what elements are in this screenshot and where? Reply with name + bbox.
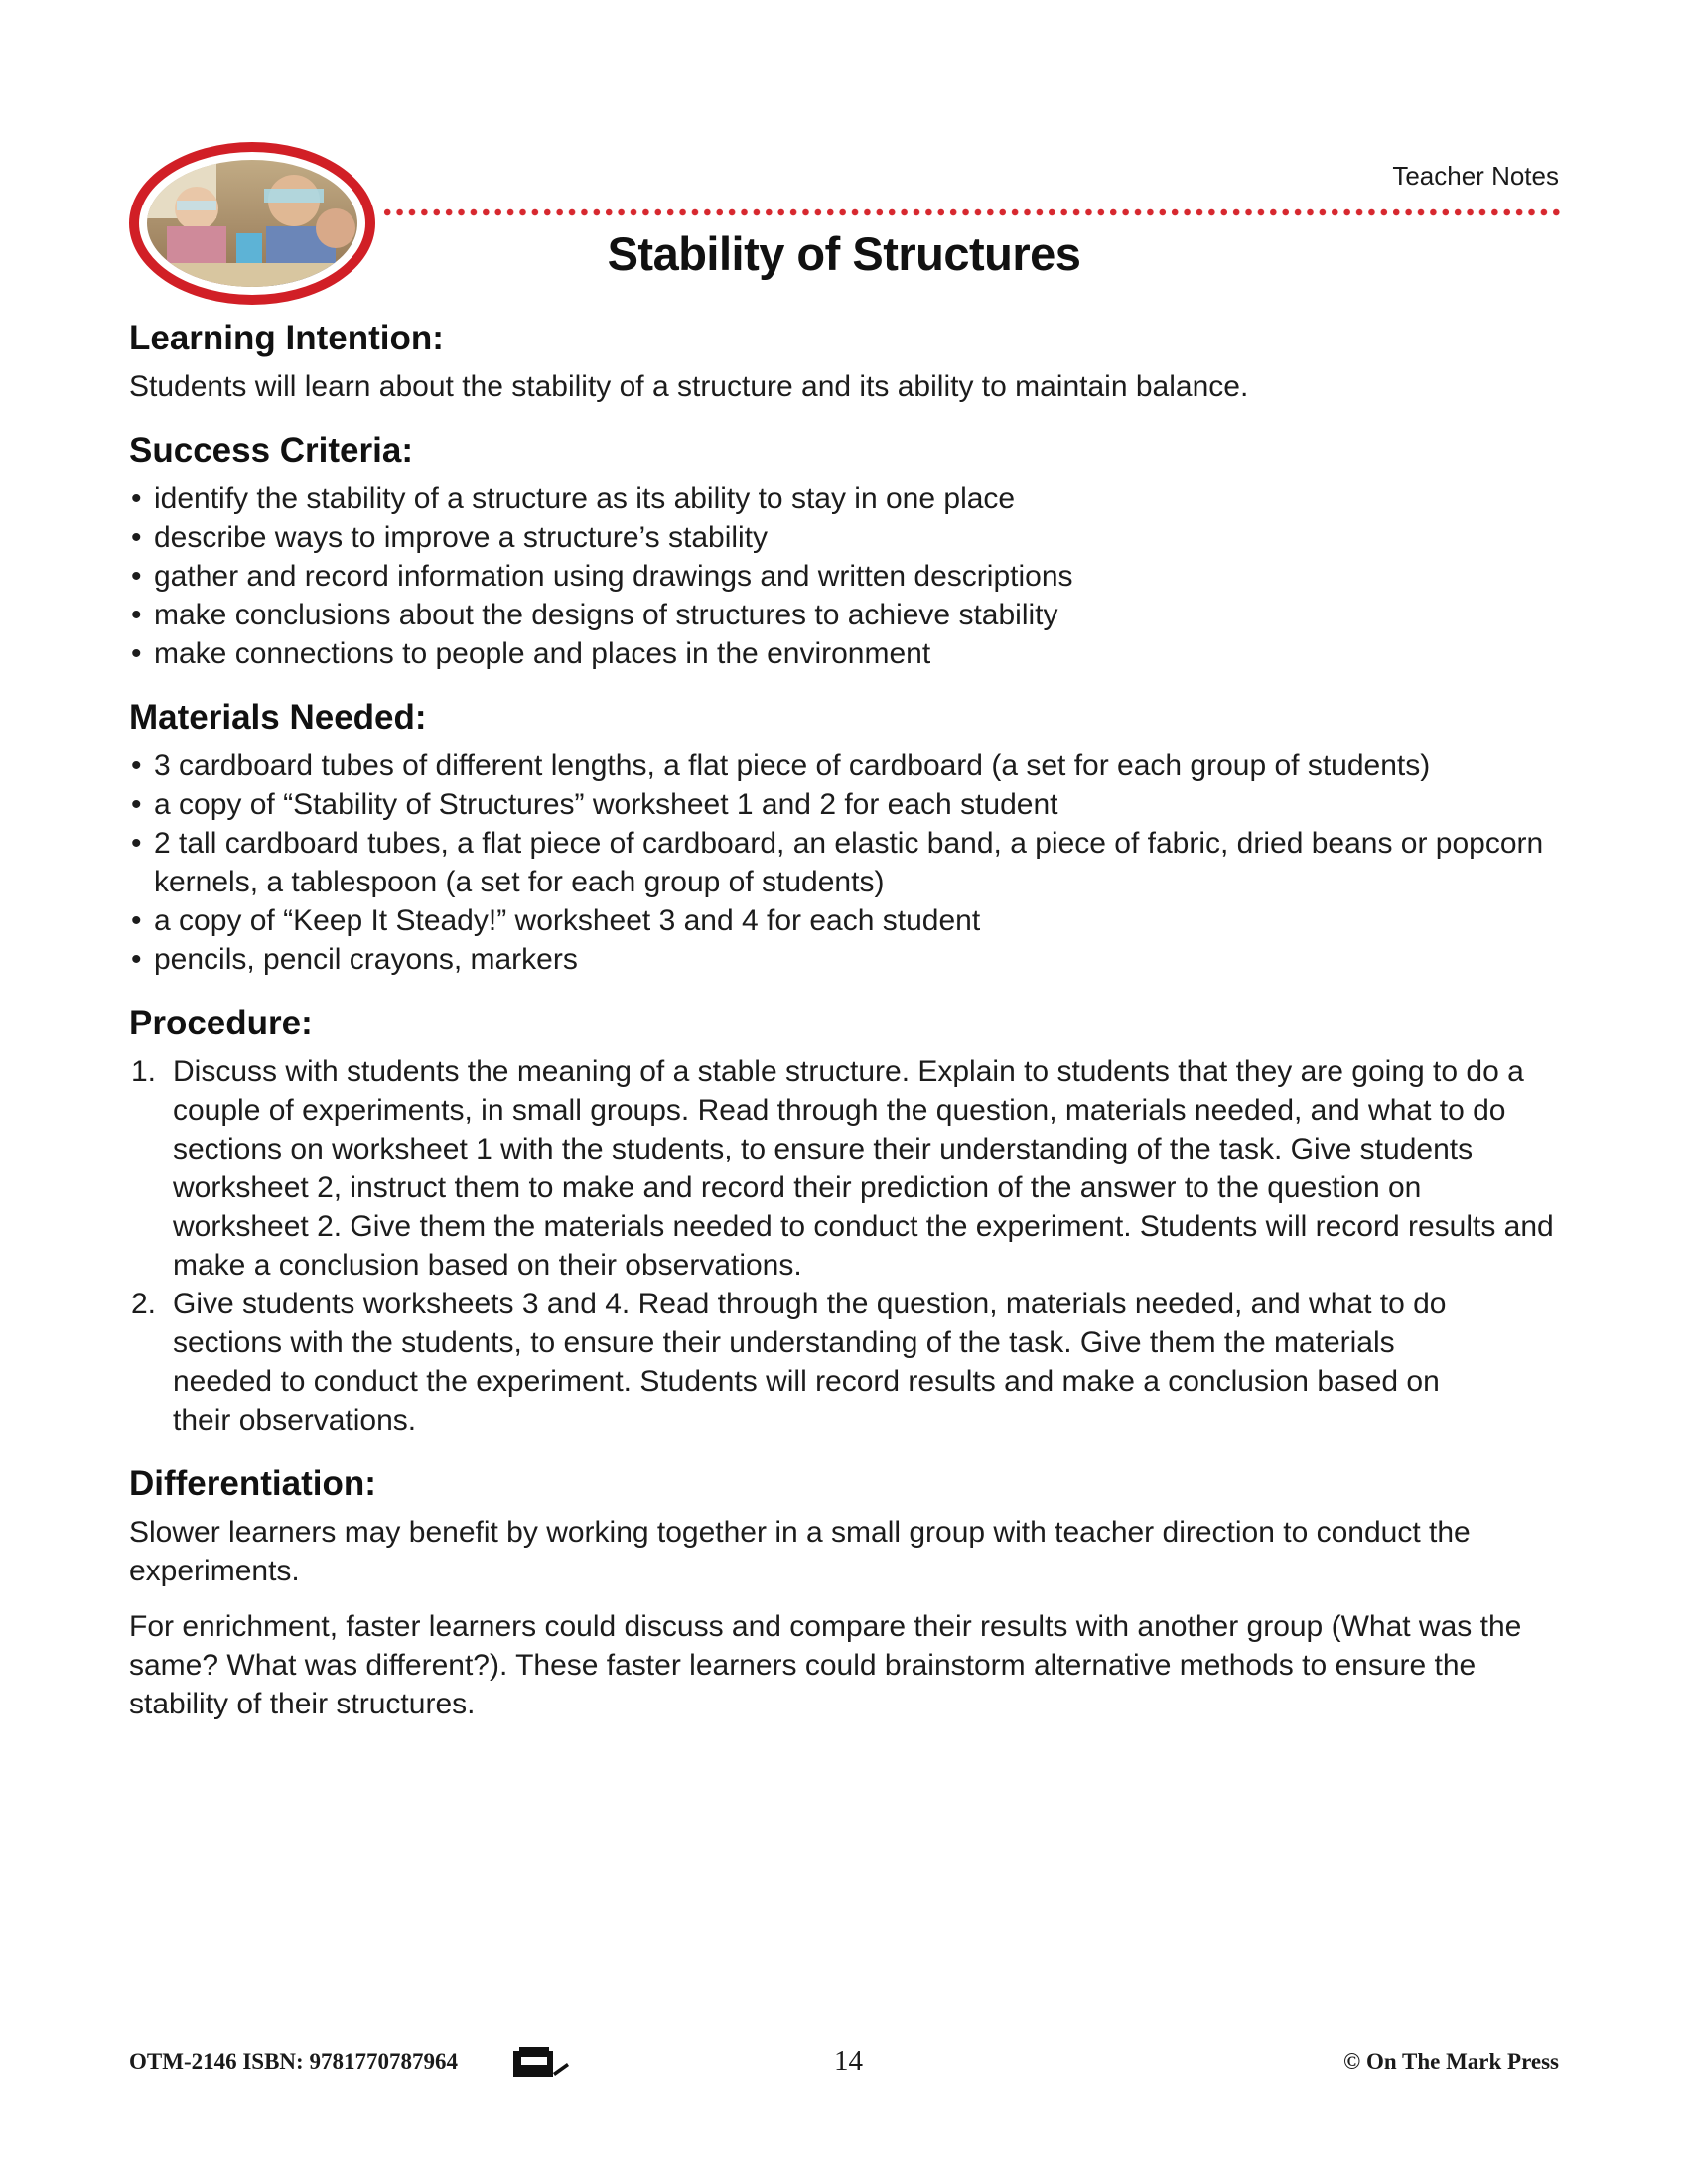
learning-intention-section <box>129 316 1569 406</box>
footer-isbn: OTM-2146 ISBN: 9781770787964 <box>129 2049 458 2074</box>
list-item: • pencils, pencil crayons, markers <box>129 940 1549 979</box>
materials-needed-section <box>129 695 1569 979</box>
step-number: 2. <box>131 1288 157 1320</box>
procedure-heading: Procedure: <box>129 1004 313 1042</box>
materials-list <box>129 747 1569 979</box>
differentiation-heading: Differentiation: <box>129 1464 376 1503</box>
header-label: Teacher Notes <box>1392 161 1559 191</box>
differentiation-paragraph: For enrichment, faster learners could discuss and compare their results with another group (What was the same? What was different?). These faster learners could brainstorm alternative methods to ensure the stability of their structures. <box>129 1610 1522 1720</box>
list-item: • 2 tall cardboard tubes, a flat piece of cardboard, an elastic band, a piece of fabric, dried beans or popcorn kernels, a tablespoon (a set for each group of students) <box>129 824 1549 901</box>
procedure-steps <box>129 1052 1569 1439</box>
footer-copyright: © On The Mark Press <box>1343 2049 1559 2074</box>
step-number: 1. <box>131 1055 157 1088</box>
procedure-step <box>129 1285 1569 1439</box>
list-item: • 3 cardboard tubes of different lengths, a flat piece of cardboard (a set for each group of students) <box>129 747 1549 785</box>
list-item: • a copy of “Stability of Structures” worksheet 1 and 2 for each student <box>129 785 1549 824</box>
list-item: • a copy of “Keep It Steady!” worksheet 3 and 4 for each student <box>129 901 1549 940</box>
learning-intention-text: Students will learn about the stability of a structure and its ability to maintain balance. <box>129 370 1249 403</box>
dotted-divider <box>381 208 1561 216</box>
header-photo <box>127 139 377 308</box>
list-item: • describe ways to improve a structure’s stability <box>129 518 1569 557</box>
differentiation-paragraph: Slower learners may benefit by working together in a small group with teacher direction to conduct the experiments. <box>129 1516 1471 1587</box>
page-footer <box>129 2043 1559 2083</box>
procedure-section <box>129 1001 1569 1439</box>
page-number: 14 <box>834 2045 863 2077</box>
success-criteria-heading: Success Criteria: <box>129 431 413 470</box>
success-criteria-list <box>129 479 1569 673</box>
worksheet-tray-icon <box>509 2043 571 2083</box>
procedure-step <box>129 1052 1569 1285</box>
list-item: • make conclusions about the designs of structures to achieve stability <box>129 596 1569 634</box>
list-item: • make connections to people and places in the environment <box>129 634 1569 673</box>
page-title: Stability of Structures <box>607 227 1081 280</box>
list-item: • identify the stability of a structure as its ability to stay in one place <box>129 479 1569 518</box>
main-content <box>129 316 1569 1745</box>
differentiation-section <box>129 1461 1569 1723</box>
learning-intention-heading: Learning Intention: <box>129 319 444 357</box>
list-item: • gather and record information using drawings and written descriptions <box>129 557 1569 596</box>
success-criteria-section <box>129 428 1569 673</box>
step-text: Discuss with students the meaning of a stable structure. Explain to students that they are going to do a couple of experiments, in small groups. Read through the question, materials needed, and what to do sections on worksheet 1 with the students, to ensure their understanding of the task. Give students worksheet 2, instruct them to make and record their prediction of the answer to the question on worksheet 2. Give them the materials needed to conduct the experiment. Students will record results and make a conclusion based on their observations. <box>173 1055 1554 1282</box>
materials-needed-heading: Materials Needed: <box>129 698 427 737</box>
step-text: Give students worksheets 3 and 4. Read through the question, materials needed, and what to do sections with the students, to ensure their understanding of the task. Give them the materials needed to conduct the experiment. Students will record results and make a conclusion based on their observations. <box>173 1288 1447 1436</box>
